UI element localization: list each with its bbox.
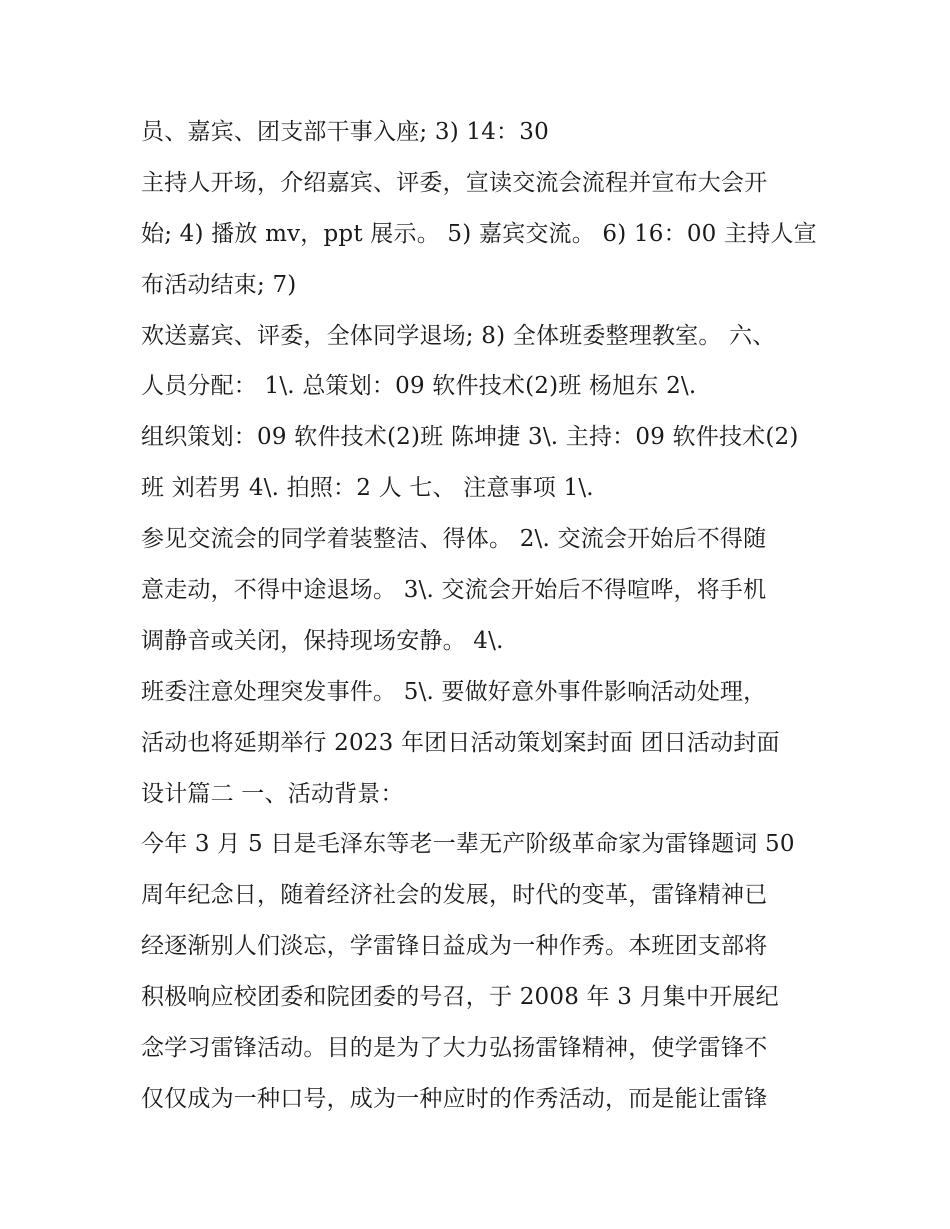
text-line: 班委注意处理突发事件。 5\. 要做好意外事件影响活动处理，	[141, 678, 767, 705]
text-line: 周年纪念日，随着经济社会的发展，时代的变革，雷锋精神已	[141, 882, 768, 909]
text-line: 积极响应校团委和院团委的号召，于 2008 年 3 月集中开展纪	[141, 984, 779, 1011]
document-body	[141, 111, 821, 1129]
text-line: 经逐渐别人们淡忘，学雷锋日益成为一种作秀。本班团支部将	[141, 933, 768, 960]
text-line: 参见交流会的同学着装整洁、得体。 2\. 交流会开始后不得随	[141, 526, 767, 553]
text-line: 调静音或关闭，保持现场安静。 4\.	[141, 627, 504, 654]
text-line: 今年 3 月 5 日是毛泽东等老一辈无产阶级革命家为雷锋题词 50	[141, 831, 795, 858]
text-line: 员、嘉宾、团支部干事入座; 3) 14：30	[141, 119, 549, 145]
text-line: 欢送嘉宾、评委，全体同学退场; 8) 全体班委整理教室。 六、	[141, 322, 776, 349]
text-line: 组织策划：09 软件技术(2)班 陈坤捷 3\. 主持：09 软件技术(2)	[141, 424, 799, 451]
text-line: 布活动结束; 7)	[141, 271, 297, 298]
text-line: 始; 4) 播放 mv，ppt 展示。 5) 嘉宾交流。 6) 16：00 主持人宣	[141, 220, 817, 247]
text-line: 人员分配： 1\. 总策划：09 软件技术(2)班 杨旭东 2\.	[141, 373, 697, 400]
text-line: 意走动，不得中途退场。 3\. 交流会开始后不得喧哗，将手机	[141, 577, 767, 604]
text-line: 念学习雷锋活动。目的是为了大力弘扬雷锋精神，使学雷锋不	[141, 1035, 768, 1062]
text-line: 班 刘若男 4\. 拍照：2 人 七、 注意事项 1\.	[141, 475, 594, 502]
text-line: 活动也将延期举行 2023 年团日活动策划案封面 团日活动封面	[141, 729, 780, 756]
text-line: 仅仅成为一种口号，成为一种应时的作秀活动，而是能让雷锋	[141, 1085, 768, 1112]
text-line: 设计篇二 一、活动背景：	[141, 780, 404, 807]
text-line: 主持人开场，介绍嘉宾、评委，宣读交流会流程并宣布大会开	[141, 169, 768, 196]
